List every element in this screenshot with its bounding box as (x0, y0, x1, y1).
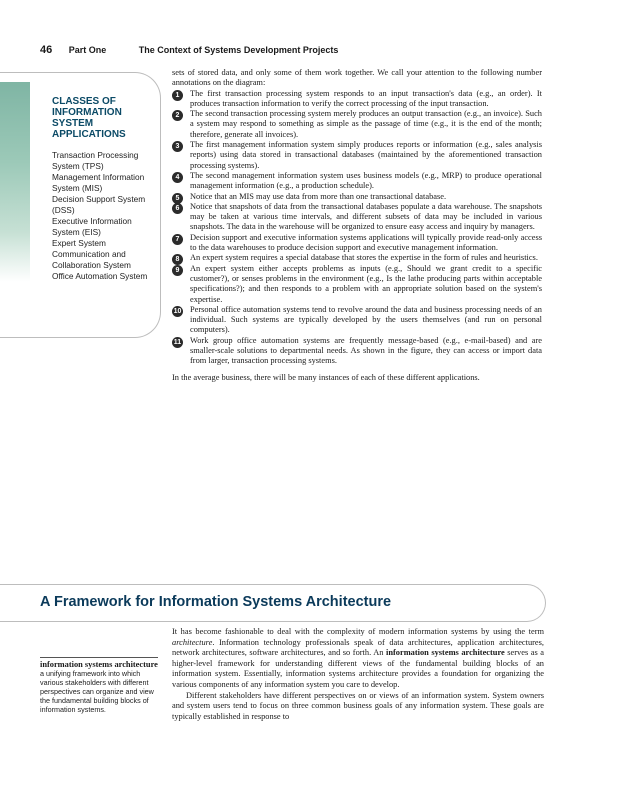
main-text (172, 68, 542, 383)
number-bullet: 8 (172, 254, 183, 265)
number-bullet: 10 (173, 307, 182, 315)
section-paragraph-2: Different stakeholders have different perspectives on or views of an information system. System owners and system users tend to focus on three common business goals of any information system. These goals are typically established in response to (172, 690, 544, 721)
glossary-term: information systems architecture (40, 660, 158, 669)
annotation-item: 5 Notice that an MIS may use data from more than one transactional database. (172, 192, 542, 202)
sidebar-item: Management Information System (MIS) (52, 172, 145, 193)
sidebar-item: Executive Information System (EIS) (52, 216, 132, 237)
part-label: Part One (68, 45, 107, 55)
annotation-item: 7 Decision support and executive information systems applications will typically provide read-only access to the data warehouses to produce decision support and executive management information. (172, 233, 542, 254)
page-number: 46 (40, 44, 53, 56)
closing-paragraph: In the average business, there will be many instances of each of these different applications. (172, 372, 480, 382)
number-bullet: 9 (172, 265, 183, 276)
annotation-item: 8 An expert system requires a special database that stores the expertise in the form of rules and heuristics. (172, 253, 542, 263)
number-bullet: 4 (172, 172, 183, 183)
bold-term: information systems architecture (386, 648, 505, 658)
number-bullet: 2 (172, 110, 183, 121)
sidebar-item: Decision Support System (DSS) (52, 194, 146, 215)
number-bullet: 1 (172, 90, 183, 101)
number-bullet: 7 (172, 234, 183, 245)
annotation-item: 1 The first transaction processing system responds to an input transaction's data (e.g., an order). It produces transaction information to verify the correct processing of the input transaction. (172, 89, 542, 110)
chapter-title: The Context of Systems Development Projects (138, 45, 339, 55)
running-header (40, 44, 338, 56)
annotation-item: 9 An expert system either accepts problems as inputs (e.g., Should we grant credit to a specific customer?), or senses problems in the environment (e.g., Is the lathe producing parts within acceptable specifications?); and then responds to a problem with an appropriate solution based on the system's expertise. (172, 264, 542, 305)
annotation-item: 3 The first management information system simply produces reports or information (e.g., sales analysis reports) using data stored in transactional databases (maintained by the aforementioned transaction processing systems). (172, 140, 542, 171)
italic-term: architecture (172, 637, 213, 647)
number-bullet: 3 (172, 141, 183, 152)
sidebar-title: CLASSES OF INFORMATION SYSTEM APPLICATIONS (52, 96, 126, 140)
sidebar-list (52, 150, 152, 282)
annotation-item: 11 Work group office automation systems are frequently message-based (e.g., e-mail-based) and are smaller-scale solutions to departmental needs. As shown in the figure, they can access or import data from larger, transaction processing systems. (173, 335, 542, 366)
annotation-item: 4 The second management information system uses business models (e.g., MRP) to produce operational management information (e.g., a production schedule). (172, 171, 542, 192)
section-paragraph-1: It has become fashionable to deal with the complexity of modern information systems by using the term architecture. Information technology professionals speak of data architectures, application architectures, network architectures, software architectures, and so forth. An information systems architecture serves as a higher-level framework for understanding different views of the fundamental building blocks of an information system. Essentially, information systems architecture provides a foundation for organizing the various components of any information system you care to develop. (172, 627, 544, 689)
section-body (172, 627, 544, 722)
sidebar-item: Communication and Collaboration System (52, 249, 131, 270)
sidebar-item: Expert System (52, 238, 106, 248)
number-bullet: 6 (172, 203, 183, 214)
glossary-entry (40, 657, 158, 714)
sidebar-item: Transaction Processing System (TPS) (52, 150, 139, 171)
glossary-definition: a unifying framework into which various stakeholders with different perspectives can organize and view the fundamental building blocks of information systems. (40, 669, 154, 714)
sidebar-item: Office Automation System (52, 271, 148, 281)
number-bullet: 5 (172, 193, 183, 204)
intro-paragraph: sets of stored data, and only some of them work together. We call your attention to the following number annotations on the diagram: (172, 68, 542, 88)
annotation-item: 6 Notice that snapshots of data from the transactional databases populate a data warehouse. The snapshots may be taken at various time intervals, and different subsets of data may be included in various snapshots. The data in the warehouse will be organized to ensure easy access and inquiry by managers. (172, 202, 542, 233)
number-bullet: 11 (173, 338, 182, 346)
annotation-item: 10 Personal office automation systems tend to revolve around the data and business processing needs of an individual. Such systems are typically developed by the users themselves (and run on personal computers). (173, 304, 542, 335)
section-title: A Framework for Information Systems Architecture (40, 594, 392, 610)
annotation-item: 2 The second transaction processing system merely produces an output transaction (e.g., an invoice). Such a system may respond to something as simple as the passage of time (e.g., it is the end of the month; therefore, generate all invoices). (172, 109, 542, 140)
